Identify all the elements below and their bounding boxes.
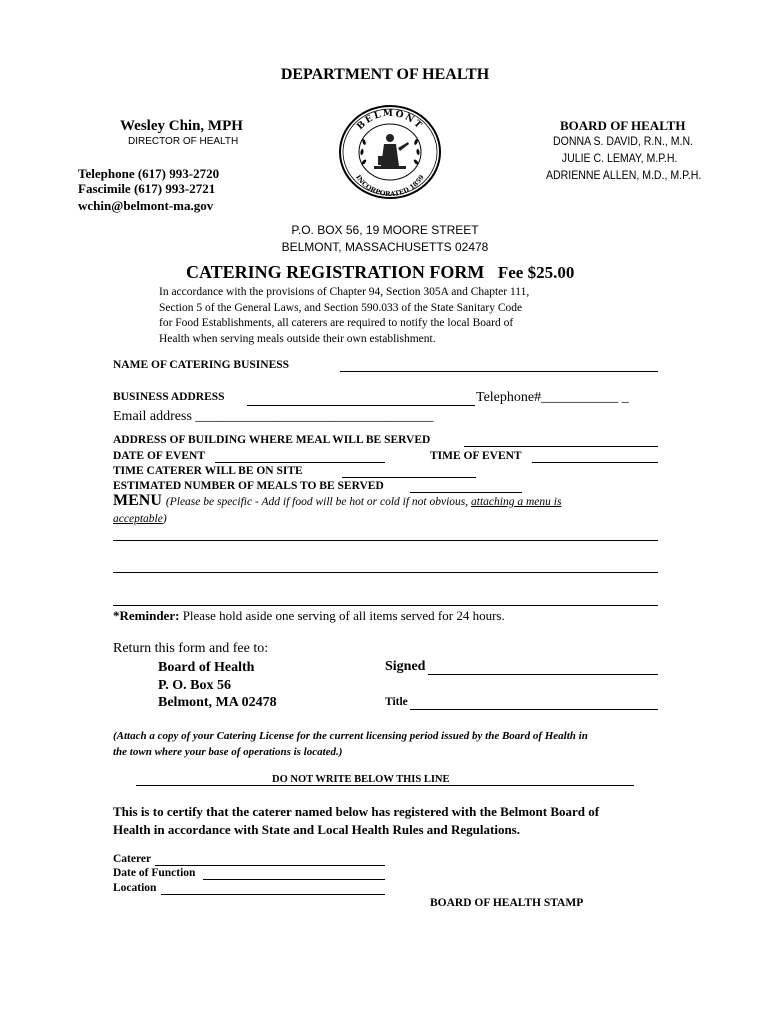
board-member: DONNA S. DAVID, R.N., M.N. <box>553 134 694 148</box>
return-label: Return this form and fee to: <box>113 641 269 656</box>
intro-line: In accordance with the provisions of Chapter 94, Section 305A and Chapter 111, <box>159 286 530 298</box>
address-line: BELMONT, MASSACHUSETTS 02478 <box>281 240 489 254</box>
director-title: DIRECTOR OF HEALTH <box>128 136 239 147</box>
title-field[interactable] <box>410 709 658 710</box>
mailing-address <box>0 222 770 256</box>
town-seal <box>338 104 442 200</box>
fax: Fascimile (617) 993-2721 <box>78 181 216 196</box>
date-field[interactable] <box>215 462 385 463</box>
menu-line-2[interactable] <box>113 572 658 573</box>
board-member: ADRIENNE ALLEN, M.D., M.P.H. <box>545 168 702 182</box>
time-event-field[interactable] <box>532 462 658 463</box>
certify-statement <box>113 803 599 839</box>
return-line: P. O. Box 56 <box>158 677 231 693</box>
telephone-label: Telephone# <box>476 390 542 405</box>
svg-text:INCORPORATED 1859 <box>354 173 426 198</box>
time-event-label: TIME OF EVENT <box>430 450 522 462</box>
date-label: DATE OF EVENT <box>113 450 206 462</box>
menu-note-attach: attaching a menu is <box>471 496 562 508</box>
stamp-label: BOARD OF HEALTH STAMP <box>430 897 584 909</box>
board-members <box>545 133 702 184</box>
board-title: BOARD OF HEALTH <box>560 118 686 133</box>
caterer-field[interactable] <box>155 865 385 866</box>
business-name-label: NAME OF CATERING BUSINESS <box>113 359 290 371</box>
telephone: Telephone (617) 993-2720 <box>78 166 220 181</box>
location-label: Location <box>113 882 157 894</box>
return-line: Belmont, MA 02478 <box>158 695 277 710</box>
business-address-field[interactable] <box>247 405 475 406</box>
menu-line-1[interactable] <box>113 540 658 541</box>
function-date-field[interactable] <box>203 879 385 880</box>
intro-line: Health when serving meals outside their own establishment. <box>159 332 436 345</box>
email-link[interactable]: wchin@belmont-ma.gov <box>78 198 214 213</box>
do-not-write-label: DO NOT WRITE BELOW THIS LINE <box>272 774 450 785</box>
department-title: DEPARTMENT OF HEALTH <box>280 66 490 83</box>
time-caterer-label: TIME CATERER WILL BE ON SITE <box>113 465 303 477</box>
menu-note-acceptable: acceptable <box>113 513 163 525</box>
time-caterer-field[interactable] <box>342 477 476 478</box>
form-title-text: CATERING REGISTRATION FORM <box>186 262 485 282</box>
intro-line: for Food Establishments, all caterers are required to notify the local Board of <box>159 317 514 329</box>
email-label: Email address <box>113 409 192 424</box>
meal-address-field[interactable] <box>464 446 658 447</box>
function-date-label: Date of Function <box>113 867 196 879</box>
address-line: P.O. BOX 56, 19 MOORE STREET <box>291 223 479 237</box>
intro-paragraph <box>159 285 529 347</box>
email-field-group <box>113 409 433 425</box>
signature-field[interactable] <box>428 674 658 675</box>
fee-text: Fee $25.00 <box>497 263 575 282</box>
certify-line: This is to certify that the caterer named below has registered with the Belmont Board of <box>113 804 600 819</box>
certify-line: Health in accordance with State and Local Health Rules and Regulations. <box>113 822 520 837</box>
telephone-field[interactable]: ___________ _ <box>541 390 629 405</box>
seal-top-text: BELMONT <box>355 108 425 133</box>
seal-bottom-text: INCORPORATED 1859 <box>354 173 426 199</box>
return-line: Board of Health <box>158 660 255 675</box>
caterer-label: Caterer <box>113 853 152 865</box>
menu-note-close: ) <box>162 513 167 525</box>
menu-section <box>113 493 673 527</box>
reminder-bold: *Reminder: <box>113 608 180 623</box>
reminder <box>113 608 505 624</box>
menu-label: MENU <box>113 492 162 509</box>
business-name-field[interactable] <box>340 371 658 372</box>
attach-note <box>113 728 588 760</box>
menu-note: (Please be specific - Add if food will be hot or cold if not obvious, <box>165 496 472 508</box>
telephone-field-group <box>476 390 629 406</box>
menu-line-3[interactable] <box>113 605 658 606</box>
divider-line <box>136 785 634 786</box>
title-label: Title <box>385 696 408 708</box>
email-field[interactable]: __________________________________ <box>195 409 434 424</box>
attach-note-line: the town where your base of operations is located.) <box>113 746 343 758</box>
reminder-text: Please hold aside one serving of all items served for 24 hours. <box>179 608 505 623</box>
form-title <box>186 262 574 283</box>
return-address <box>158 659 277 712</box>
business-address-label: BUSINESS ADDRESS <box>113 391 225 403</box>
meals-label: ESTIMATED NUMBER OF MEALS TO BE SERVED <box>113 480 384 492</box>
attach-note-line: (Attach a copy of your Catering License for the current licensing period issued by the Board of Health in <box>113 730 588 742</box>
signed-label: Signed <box>385 659 426 674</box>
meal-address-label: ADDRESS OF BUILDING WHERE MEAL WILL BE SERVED <box>113 434 431 446</box>
board-member: JULIE C. LEMAY, M.P.H. <box>561 151 678 165</box>
location-field[interactable] <box>161 894 385 895</box>
intro-line: Section 5 of the General Laws, and Section 590.033 of the State Sanitary Code <box>159 301 523 314</box>
director-name: Wesley Chin, MPH <box>120 118 243 134</box>
